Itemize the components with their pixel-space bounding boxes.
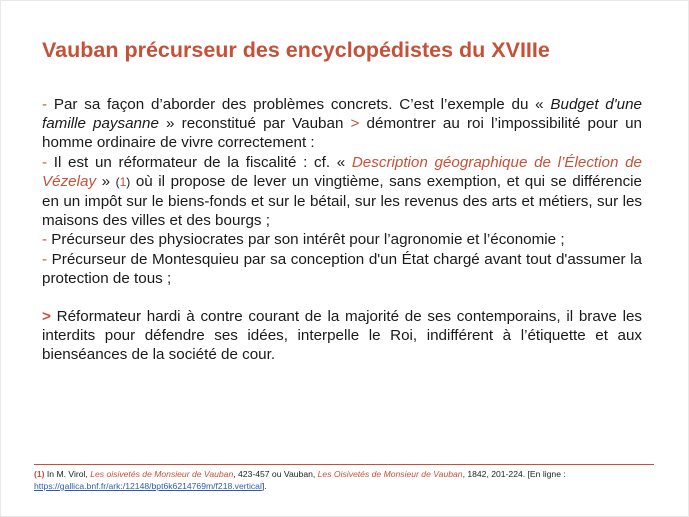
slide-body — [42, 95, 642, 365]
text-segment: In M. Virol, — [44, 469, 91, 479]
paragraph-conclusion — [42, 307, 642, 365]
text-segment: Il est un réformateur de la fiscalité : cf. « — [47, 153, 352, 171]
footnote-reference: (1) — [115, 174, 131, 189]
gallica-link[interactable]: https://gallica.bnf.fr/ark:/12148/bpt6k6214769m/f218.vertical — [34, 481, 262, 491]
spacer — [42, 288, 642, 307]
footnote-divider — [34, 464, 654, 465]
text-segment: démontrer au roi l’impossibilité pour un homme ordinaire de vivre correctement : — [42, 115, 642, 152]
paragraph-fiscalite — [42, 153, 642, 231]
arrow-marker: > — [350, 115, 360, 133]
text-segment: où il propose de lever un vingtième, sans exemption, et qui se différencie en un impôt sur le biens-fonds et sur le bétail, sur les revenus des arts et métiers, sur les maisons des villes et des bourgs ; — [42, 172, 642, 230]
text-segment: Par sa façon d’aborder des problèmes concrets. C’est l’exemple du « — [47, 96, 551, 113]
footnote — [34, 468, 656, 492]
text-segment: , 1842, 201-224. [En ligne : — [462, 469, 566, 479]
text-segment: Précurseur des physiocrates par son intérêt pour l’agronomie et l’économie ; — [47, 231, 565, 249]
text-segment: , 423-457 ou Vauban, — [233, 469, 318, 479]
budget-title: Budget d'une famille paysanne — [42, 96, 642, 133]
work-title: Les oisivetés de Monsieur de Vauban — [90, 469, 234, 479]
work-title: Les Oisivetés de Monsieur de Vauban — [317, 469, 463, 479]
text-segment: ]. — [261, 481, 267, 491]
footnote-number: (1) — [34, 469, 45, 479]
text-segment: » reconstitué par Vauban — [158, 115, 351, 133]
bullet-dash: - — [42, 231, 48, 249]
paragraph-physiocrates — [42, 230, 642, 249]
text-segment: » — [96, 172, 116, 190]
bullet-dash: - — [42, 153, 48, 171]
paragraph-budget — [42, 95, 642, 153]
text-segment: Précurseur de Montesquieu par sa conception d'un État chargé avant tout d'assumer la protection de tous ; — [42, 250, 642, 287]
bullet-dash: - — [42, 250, 48, 268]
paragraph-montesquieu — [42, 250, 642, 288]
bullet-dash: - — [42, 96, 48, 113]
text-segment: Réformateur hardi à contre courant de la majorité de ses contemporains, il brave les interdits pour défendre ses idées, interpelle le Roi, indifférent à l’étiquette et aux bienséances de la société de cour. — [42, 308, 642, 364]
description-title: Description géographique de l’Élection de Vézelay — [42, 153, 642, 190]
slide-title: Vauban précurseur des encyclopédistes du XVIIIe — [42, 38, 550, 62]
arrow-marker: > — [42, 308, 51, 326]
